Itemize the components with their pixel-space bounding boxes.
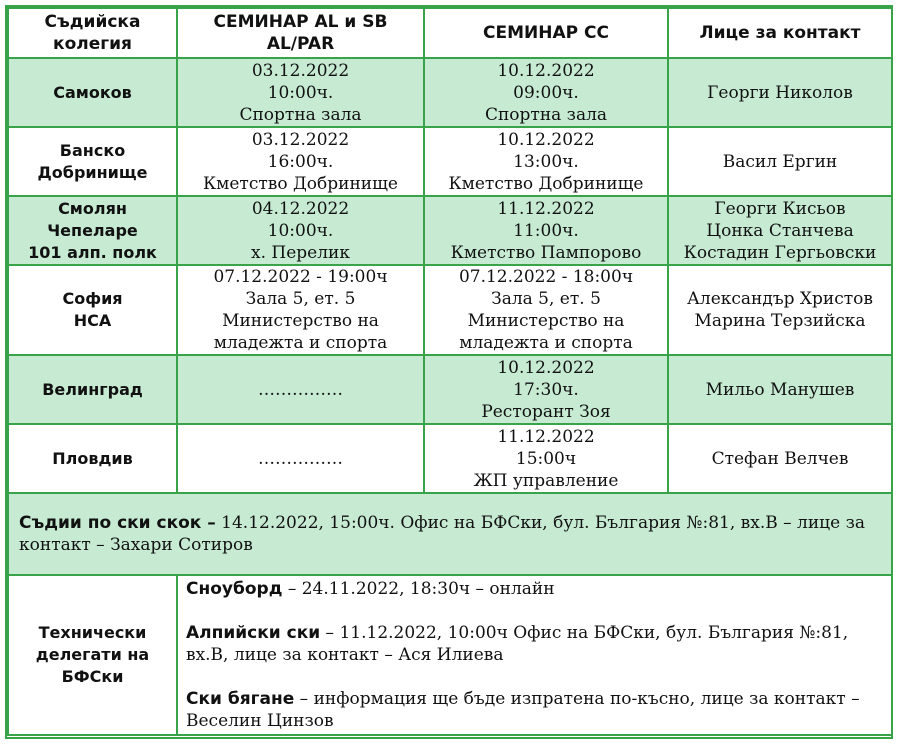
seminar-cc-cell-line: Спортна зала (484, 104, 608, 125)
judges-college-cell-line: Чепеларе (47, 220, 138, 240)
seminar-cc-cell-line: младежта и спорта (459, 333, 633, 353)
seminar-cc-cell-line: 07.12.2022 - 18:00ч (458, 267, 634, 287)
judges-college-cell (8, 424, 177, 493)
judges-college-cell-line: НСА (73, 311, 112, 330)
contact-cell-line: Костадин Гергьовски (683, 242, 877, 263)
contact-cell (668, 196, 892, 265)
contact-cell-line: Александър Христов (687, 289, 873, 309)
seminar-al-cell-line: 03.12.2022 (251, 60, 350, 81)
table-row (8, 58, 892, 127)
seminar-al-cell-line: х. Перелик (251, 242, 350, 263)
contact-cell-line: Мильо Манушев (705, 379, 855, 400)
tech-delegates-label-line: БФСки (61, 667, 124, 686)
judges-college-cell-line: Добринище (37, 162, 148, 182)
tech-delegate-item (186, 578, 883, 600)
seminar-cc-cell-line: 10.12.2022 (497, 60, 595, 81)
tech-delegate-discipline: Сноуборд (186, 579, 283, 599)
header-seminar-cc: СЕМИНАР СС (424, 8, 668, 58)
contact-cell (668, 424, 892, 493)
contact-cell (668, 127, 892, 196)
seminar-cc-cell-line: 11.12.2022 (497, 426, 595, 447)
seminar-cc-cell-line: 15:00ч (515, 448, 577, 469)
contact-cell-line: Васил Ергин (722, 151, 838, 172)
table-row (8, 355, 892, 424)
contact-cell (668, 355, 892, 424)
seminar-cc-cell-line: 11:00ч. (513, 220, 579, 241)
tech-delegate-info: – 24.11.2022, 18:30ч – онлайн (282, 579, 555, 599)
tech-delegate-item (186, 622, 883, 666)
seminar-al-cell-line: 10:00ч. (267, 82, 334, 103)
seminar-al-cell-line: Министерство на (222, 311, 379, 331)
seminar-cc-cell-line: ЖП управление (473, 470, 619, 491)
seminar-cc-cell-line: Кметство Добринище (448, 173, 644, 194)
seminar-cc-cell-line: Министерство на (467, 311, 625, 331)
seminar-al-cell-line: 03.12.2022 (251, 129, 350, 150)
judges-college-cell (8, 355, 177, 424)
tech-delegate-info: – 11.12.2022, 10:00ч Офис на БФСки, бул. България №:81, вх.В, лице за контакт – Ася Илиева (186, 623, 849, 665)
seminar-cc-cell-line: Кметство Пампорово (450, 242, 642, 263)
seminar-cc-cell (424, 127, 668, 196)
seminar-cc-cell (424, 424, 668, 493)
header-judges-line: Съдийска (44, 12, 141, 32)
seminar-al-cell-line: …………… (258, 448, 343, 469)
seminar-al-cell-line: Кметство Добринище (202, 173, 398, 194)
judges-college-cell (8, 127, 177, 196)
table-row (8, 424, 892, 493)
header-judges (8, 8, 177, 58)
seminar-cc-cell-line: 10.12.2022 (497, 357, 595, 378)
judges-college-cell-line: 101 алп. полк (28, 242, 157, 262)
ski-jump-row (8, 493, 892, 575)
judges-college-cell-line: Самоков (53, 82, 132, 102)
judges-college-cell-line: Пловдив (52, 448, 133, 468)
seminar-al-cell-line: 07.12.2022 - 19:00ч (213, 267, 388, 287)
seminar-cc-cell-line: 09:00ч. (513, 82, 579, 103)
header-seminar-al-sb (177, 8, 424, 58)
judges-college-cell (8, 196, 177, 265)
seminar-cc-cell-line: Зала 5, ет. 5 (491, 289, 601, 309)
tech-delegates-label-line: Технически (38, 623, 147, 642)
contact-cell-line: Цонка Станчева (706, 220, 854, 241)
seminar-al-cell (177, 58, 424, 127)
ski-jump-cell (8, 493, 892, 575)
seminar-al-cell-line: …………… (258, 379, 343, 400)
tech-delegates-label-line: делегати на (35, 645, 150, 664)
seminar-cc-cell (424, 196, 668, 265)
judges-college-cell (8, 58, 177, 127)
contact-cell-line: Марина Терзийска (694, 311, 866, 331)
header-row (8, 8, 892, 58)
seminar-al-cell-line: Зала 5, ет. 5 (245, 289, 356, 309)
seminar-cc-cell (424, 58, 668, 127)
seminar-al-cell (177, 196, 424, 265)
header-contact: Лице за контакт (668, 8, 892, 58)
contact-cell (668, 58, 892, 127)
tech-delegate-discipline: Ски бягане (186, 689, 295, 709)
seminar-cc-cell-line: 17:30ч. (513, 379, 579, 400)
judges-college-cell-line: Смолян (58, 198, 127, 218)
seminar-cc-cell-line: 13:00ч. (513, 151, 579, 172)
seminar-al-cell (177, 127, 424, 196)
header-judges-line: колегия (53, 34, 132, 54)
tech-delegates-label (8, 575, 177, 735)
table-row (8, 196, 892, 265)
seminar-al-cell (177, 355, 424, 424)
seminar-al-cell-line: 16:00ч. (267, 151, 334, 172)
tech-delegates-row (8, 575, 892, 735)
seminar-al-cell-line: 04.12.2022 (251, 198, 350, 219)
schedule-page (5, 5, 893, 739)
header-al-line: СЕМИНАР AL и SB (213, 12, 388, 32)
contact-cell-line: Георги Николов (707, 82, 853, 103)
ski-jump-label: Съдии по ски скок – (19, 513, 216, 533)
contact-cell-line: Георги Кисьов (714, 198, 846, 219)
tech-delegate-info: – информация ще бъде изпратена по-късно, лице за контакт – Веселин Цинзов (186, 689, 860, 731)
seminar-cc-cell-line: 10.12.2022 (497, 129, 595, 150)
seminar-al-cell-line: 10:00ч. (267, 220, 334, 241)
seminar-cc-cell (424, 265, 668, 355)
seminar-al-cell (177, 265, 424, 355)
table-row (8, 265, 892, 355)
judges-college-cell-line: Банско (59, 140, 126, 160)
seminar-cc-cell (424, 355, 668, 424)
seminar-al-cell-line: Спортна зала (239, 104, 362, 125)
ski-jump-text: 14.12.2022, 15:00ч. Офис на БФСки, бул. България №:81, вх.В – лице за контакт – Захари Сотиров (19, 513, 865, 555)
judges-college-cell-line: София (62, 289, 123, 308)
seminar-al-cell-line: младежта и спорта (213, 333, 388, 353)
tech-delegates-cell (177, 575, 892, 735)
contact-cell-line: Стефан Велчев (711, 448, 849, 469)
seminar-cc-cell-line: Ресторант Зоя (481, 401, 611, 422)
header-al-line: AL/PAR (266, 34, 335, 54)
judges-college-cell (8, 265, 177, 355)
judges-college-cell-line: Велинград (42, 379, 143, 399)
tech-delegate-discipline: Алпийски ски (186, 623, 321, 643)
seminar-al-cell (177, 424, 424, 493)
table-row (8, 127, 892, 196)
tech-delegate-item (186, 688, 883, 732)
contact-cell (668, 265, 892, 355)
seminar-table (7, 7, 893, 736)
seminar-cc-cell-line: 11.12.2022 (497, 198, 595, 219)
